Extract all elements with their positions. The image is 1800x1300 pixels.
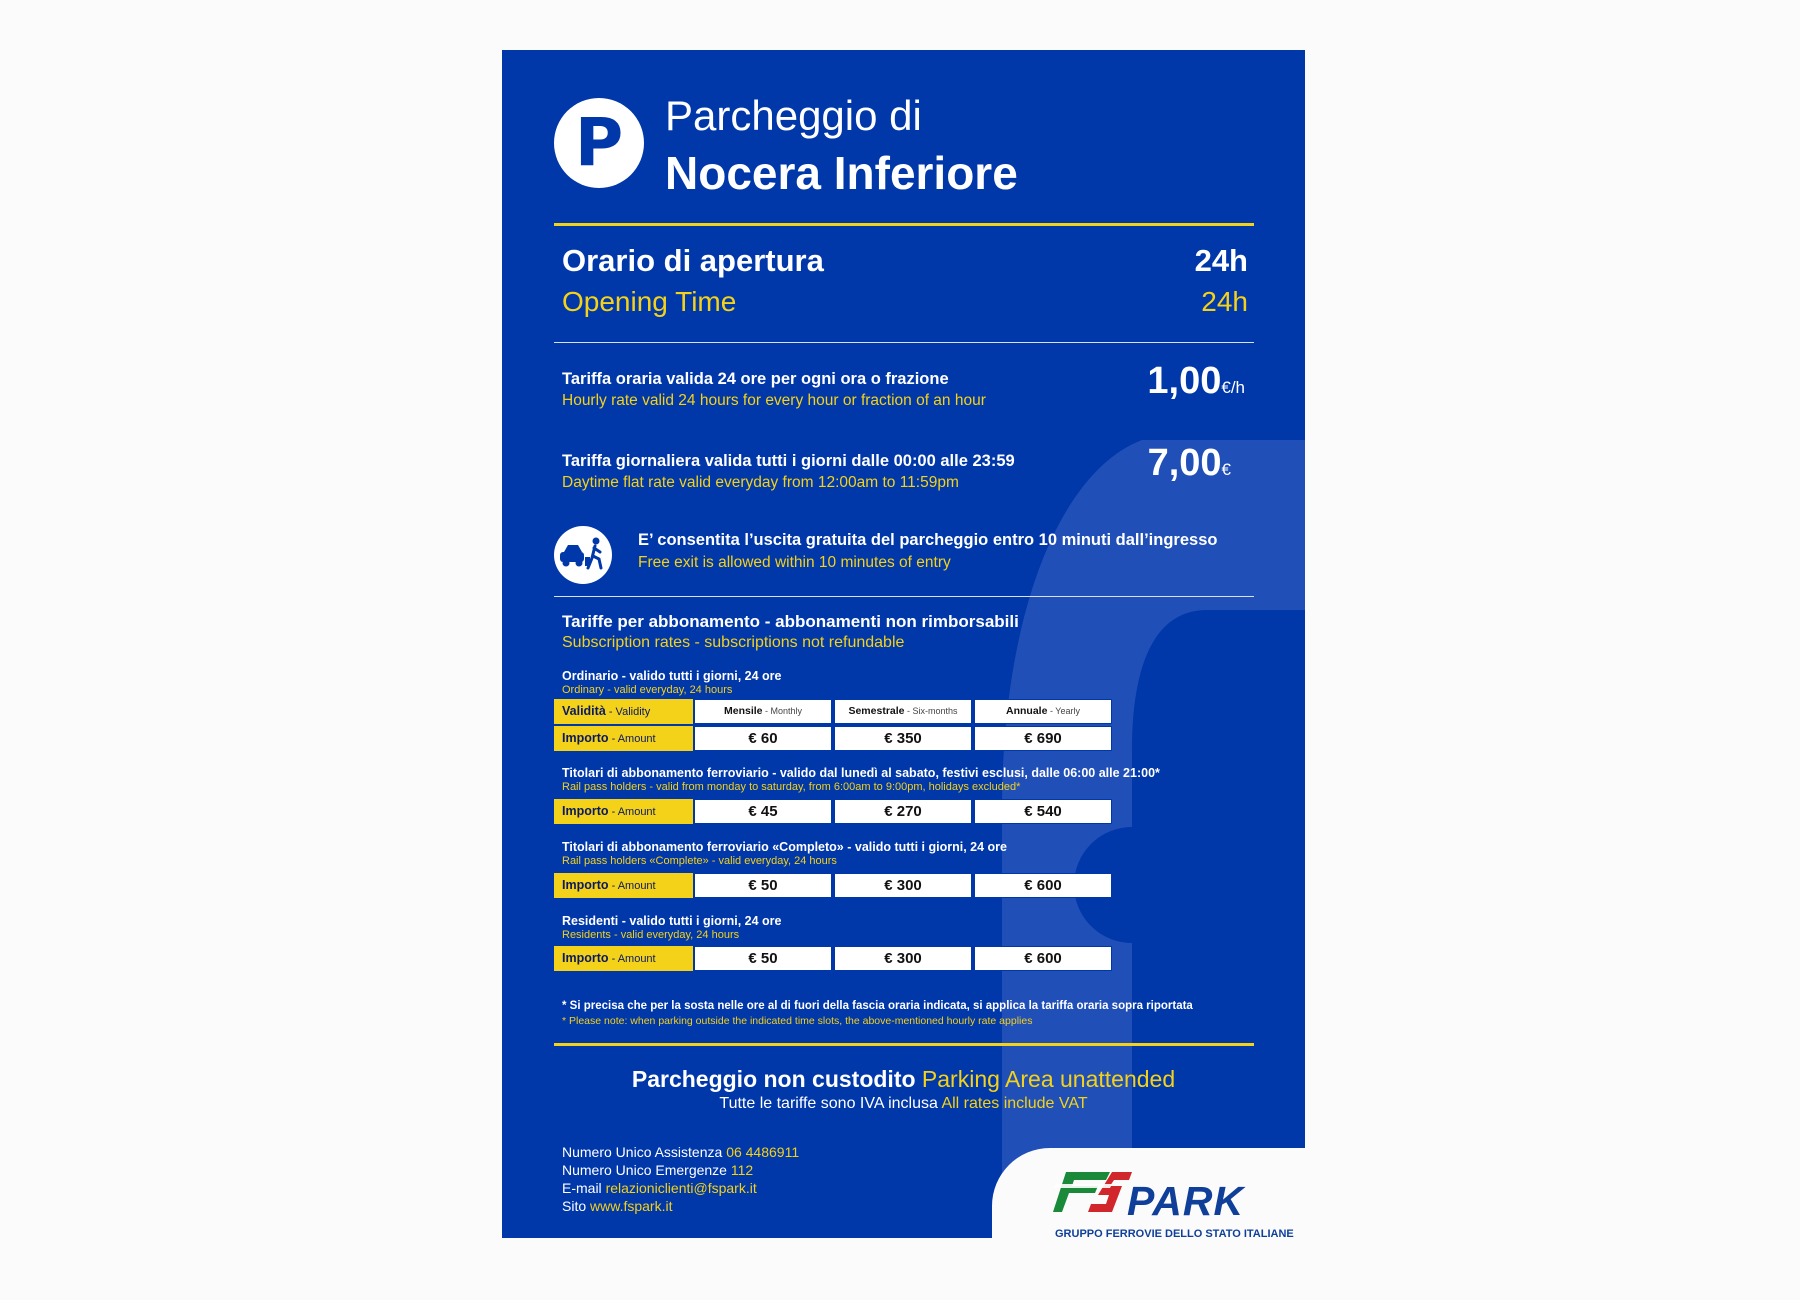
contact-line: E-mail relazioniclienti@fspark.it	[562, 1180, 757, 1196]
group-title-it: Residenti - valido tutti i giorni, 24 ore	[562, 914, 782, 928]
period-header: Semestrale - Six-months	[834, 699, 972, 724]
opening-label-it: Orario di apertura	[562, 243, 824, 278]
email-link[interactable]: relazioniclienti@fspark.it	[605, 1180, 757, 1196]
page-title-line1: Parcheggio di	[665, 92, 922, 139]
subscriptions-title-it: Tariffe per abbonamento - abbonamenti non rimborsabili	[562, 612, 1019, 631]
footnote-it: * Si precisa che per la sosta nelle ore al di fuori della fascia oraria indicata, si applica la tariffa oraria sopra riportata	[562, 1000, 1193, 1012]
amount-cell: € 270	[834, 799, 972, 824]
group-title-it: Ordinario - valido tutti i giorni, 24 ore	[562, 669, 782, 683]
amount-row-label: Importo - Amount	[554, 726, 693, 751]
divider-yellow	[554, 223, 1254, 226]
amount-row-label: Importo - Amount	[554, 873, 693, 898]
parking-p-icon: P	[554, 98, 644, 188]
unattended-notice: Parcheggio non custodito Parking Area unattended	[631, 1066, 1176, 1092]
opening-value-en: 24h	[1201, 286, 1248, 317]
divider	[554, 342, 1254, 343]
group-title-en: Rail pass holders - valid from monday to saturday, from 6:00am to 9:00pm, holidays excluded*	[562, 781, 1021, 793]
amount-cell: € 60	[694, 726, 832, 751]
vat-notice: Tutte le tariffe sono IVA inclusa All rates include VAT	[719, 1095, 1088, 1112]
amount-cell: € 600	[974, 873, 1112, 898]
contact-line: Numero Unico Assistenza 06 4486911	[562, 1144, 800, 1160]
free-exit-text-en: Free exit is allowed within 10 minutes of entry	[638, 554, 951, 571]
divider-yellow	[554, 1043, 1254, 1046]
opening-value-it: 24h	[1194, 243, 1248, 278]
period-header: Mensile - Monthly	[694, 699, 832, 724]
fs-park-brand: PARK	[1127, 1178, 1245, 1224]
amount-cell: € 540	[974, 799, 1112, 824]
group-title-en: Ordinary - valid everyday, 24 hours	[562, 684, 733, 696]
amount-row-label: Importo - Amount	[554, 799, 693, 824]
group-title-en: Residents - valid everyday, 24 hours	[562, 929, 740, 941]
subscriptions-title-en: Subscription rates - subscriptions not refundable	[562, 634, 905, 651]
amount-cell: € 690	[974, 726, 1112, 751]
period-header: Annuale - Yearly	[974, 699, 1112, 724]
daily-rate-text-it: Tariffa giornaliera valida tutti i giorni dalle 00:00 alle 23:59	[562, 452, 1015, 470]
website-link[interactable]: www.fspark.it	[590, 1198, 673, 1214]
amount-cell: € 600	[974, 946, 1112, 971]
hourly-rate-text-en: Hourly rate valid 24 hours for every hour or fraction of an hour	[562, 392, 986, 409]
phone-link[interactable]: 06 4486911	[726, 1144, 800, 1160]
hourly-rate-text-it: Tariffa oraria valida 24 ore per ogni ora o frazione	[562, 370, 949, 388]
daily-rate-text-en: Daytime flat rate valid everyday from 12:00am to 11:59pm	[562, 474, 959, 491]
amount-cell: € 300	[834, 946, 972, 971]
group-title-en: Rail pass holders «Complete» - valid everyday, 24 hours	[562, 855, 837, 867]
opening-label-en: Opening Time	[562, 286, 737, 317]
group-title-it: Titolari di abbonamento ferroviario - valido dal lunedì al sabato, festivi esclusi, dalle 06:00 alle 21:00*	[562, 766, 1160, 780]
validity-row-label: Validità - Validity	[554, 699, 693, 724]
daily-rate-price: 7,00€	[1147, 442, 1231, 484]
amount-cell: € 45	[694, 799, 832, 824]
parking-poster	[502, 50, 1305, 1238]
contact-line: Sito www.fspark.it	[562, 1198, 673, 1214]
amount-cell: € 50	[694, 946, 832, 971]
amount-cell: € 350	[834, 726, 972, 751]
fs-group-tagline: GRUPPO FERROVIE DELLO STATO ITALIANE	[1055, 1228, 1294, 1238]
divider	[554, 596, 1254, 597]
page-title-location: Nocera Inferiore	[665, 147, 1018, 199]
contact-line: Numero Unico Emergenze 112	[562, 1162, 754, 1178]
car-pedestrian-icon	[554, 526, 612, 584]
hourly-rate-price: 1,00€/h	[1147, 360, 1245, 402]
emergency-phone-link[interactable]: 112	[730, 1162, 754, 1178]
amount-row-label: Importo - Amount	[554, 946, 693, 971]
free-exit-text-it: E’ consentita l’uscita gratuita del parcheggio entro 10 minuti dall’ingresso	[638, 531, 1218, 549]
amount-cell: € 50	[694, 873, 832, 898]
group-title-it: Titolari di abbonamento ferroviario «Completo» - valido tutti i giorni, 24 ore	[562, 840, 1007, 854]
amount-cell: € 300	[834, 873, 972, 898]
footnote-en: * Please note: when parking outside the indicated time slots, the above-mentioned hourly rate applies	[562, 1015, 1033, 1027]
